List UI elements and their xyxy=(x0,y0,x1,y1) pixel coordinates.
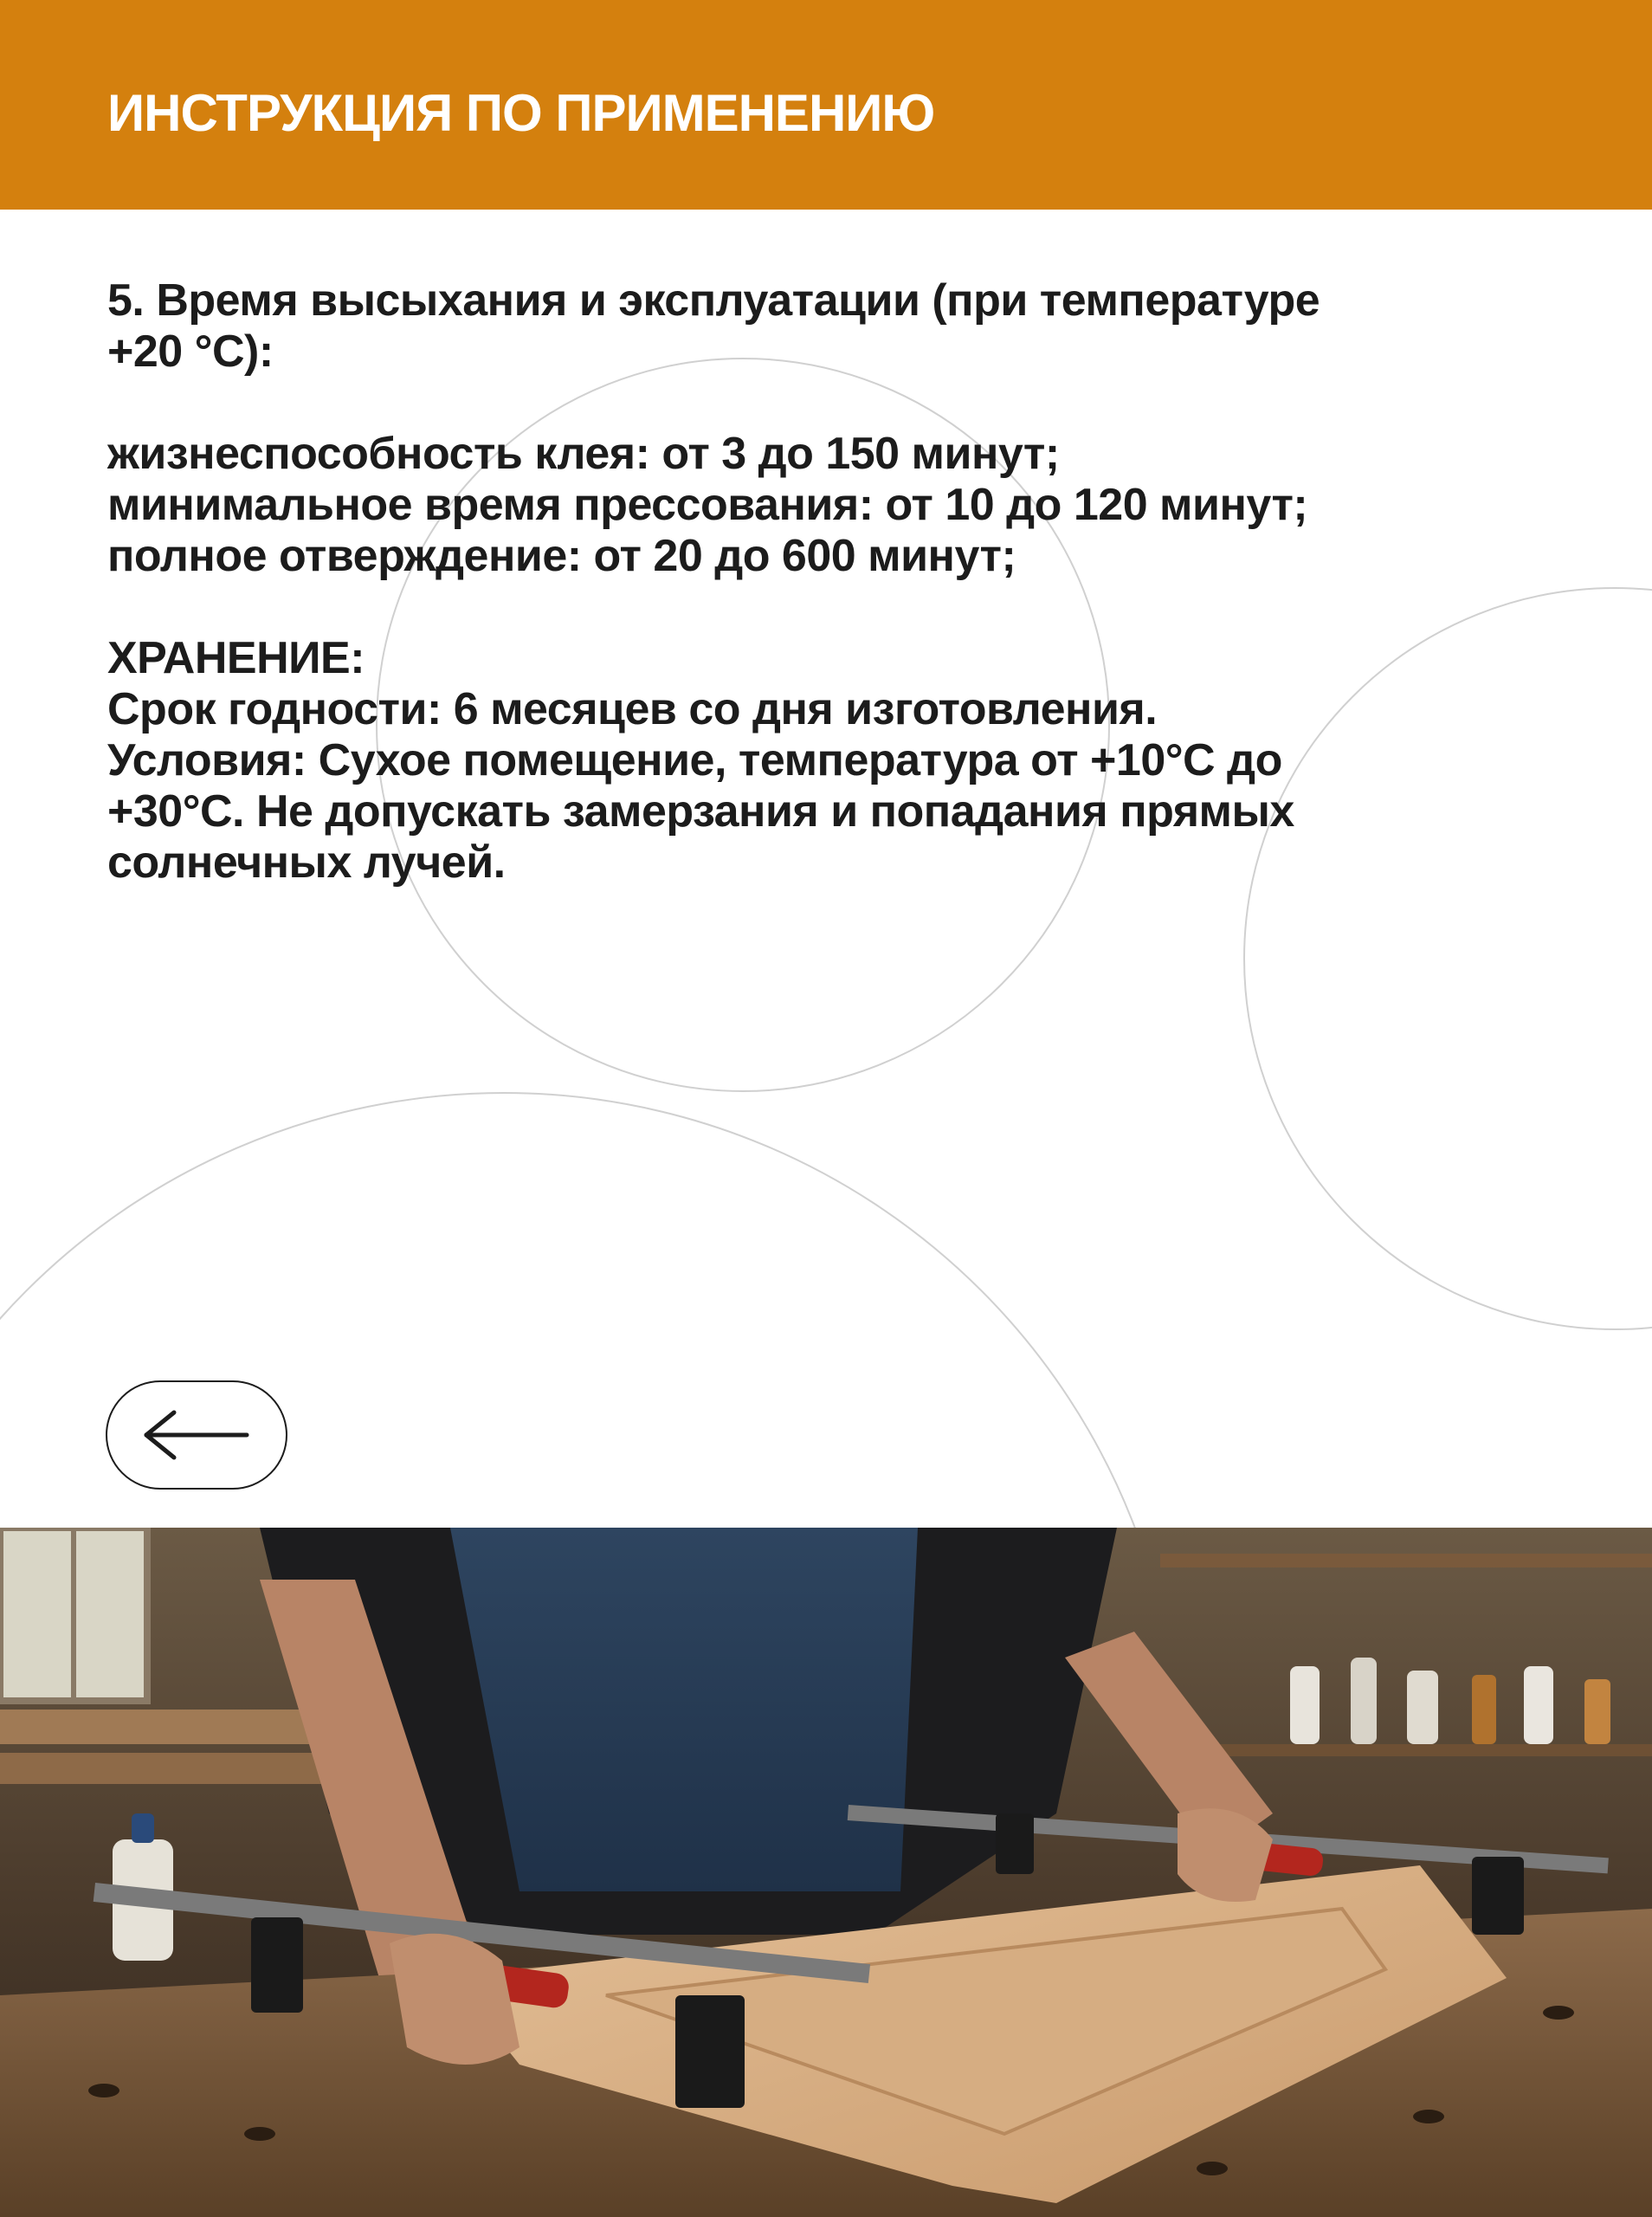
section-heading-line: +20 °C): xyxy=(107,326,274,377)
storage-section xyxy=(107,633,1527,889)
header-bar xyxy=(0,0,1652,210)
drying-item-press-time: минимальное время прессования: от 10 до 120 минут; xyxy=(107,480,1308,530)
left-lumber xyxy=(0,1710,312,1744)
workshop-illustration xyxy=(0,1528,1652,2217)
storage-line: солнечных лучей. xyxy=(107,837,506,888)
storage-line: +30°C. Не допускать замерзания и попадания прямых xyxy=(107,786,1294,837)
page-title: ИНСТРУКЦИЯ ПО ПРИМЕНЕНИЮ xyxy=(107,84,935,142)
storage-line: Условия: Сухое помещение, температура от +10°C до xyxy=(107,735,1282,785)
drying-item-pot-life: жизнеспособность клея: от 3 до 150 минут; xyxy=(107,429,1060,479)
wall-shelf xyxy=(1160,1554,1652,1567)
glue-bottle-cap xyxy=(132,1813,154,1843)
instructions-content xyxy=(107,275,1527,889)
drying-time-section xyxy=(107,275,1527,582)
drying-item-full-cure: полное отверждение: от 20 до 600 минут; xyxy=(107,531,1016,581)
wall-shelf-lower xyxy=(1160,1744,1652,1756)
storage-title: ХРАНЕНИЕ: xyxy=(107,633,365,683)
arrow-left-icon xyxy=(141,1409,252,1461)
back-button[interactable] xyxy=(106,1380,287,1490)
storage-line: Срок годности: 6 месяцев со дня изготовления. xyxy=(107,684,1158,734)
apron xyxy=(450,1528,918,1891)
workshop-photo xyxy=(0,1528,1652,2217)
left-lumber-2 xyxy=(0,1753,329,1784)
section-heading-line: 5. Время высыхания и эксплуатации (при температуре xyxy=(107,275,1320,326)
